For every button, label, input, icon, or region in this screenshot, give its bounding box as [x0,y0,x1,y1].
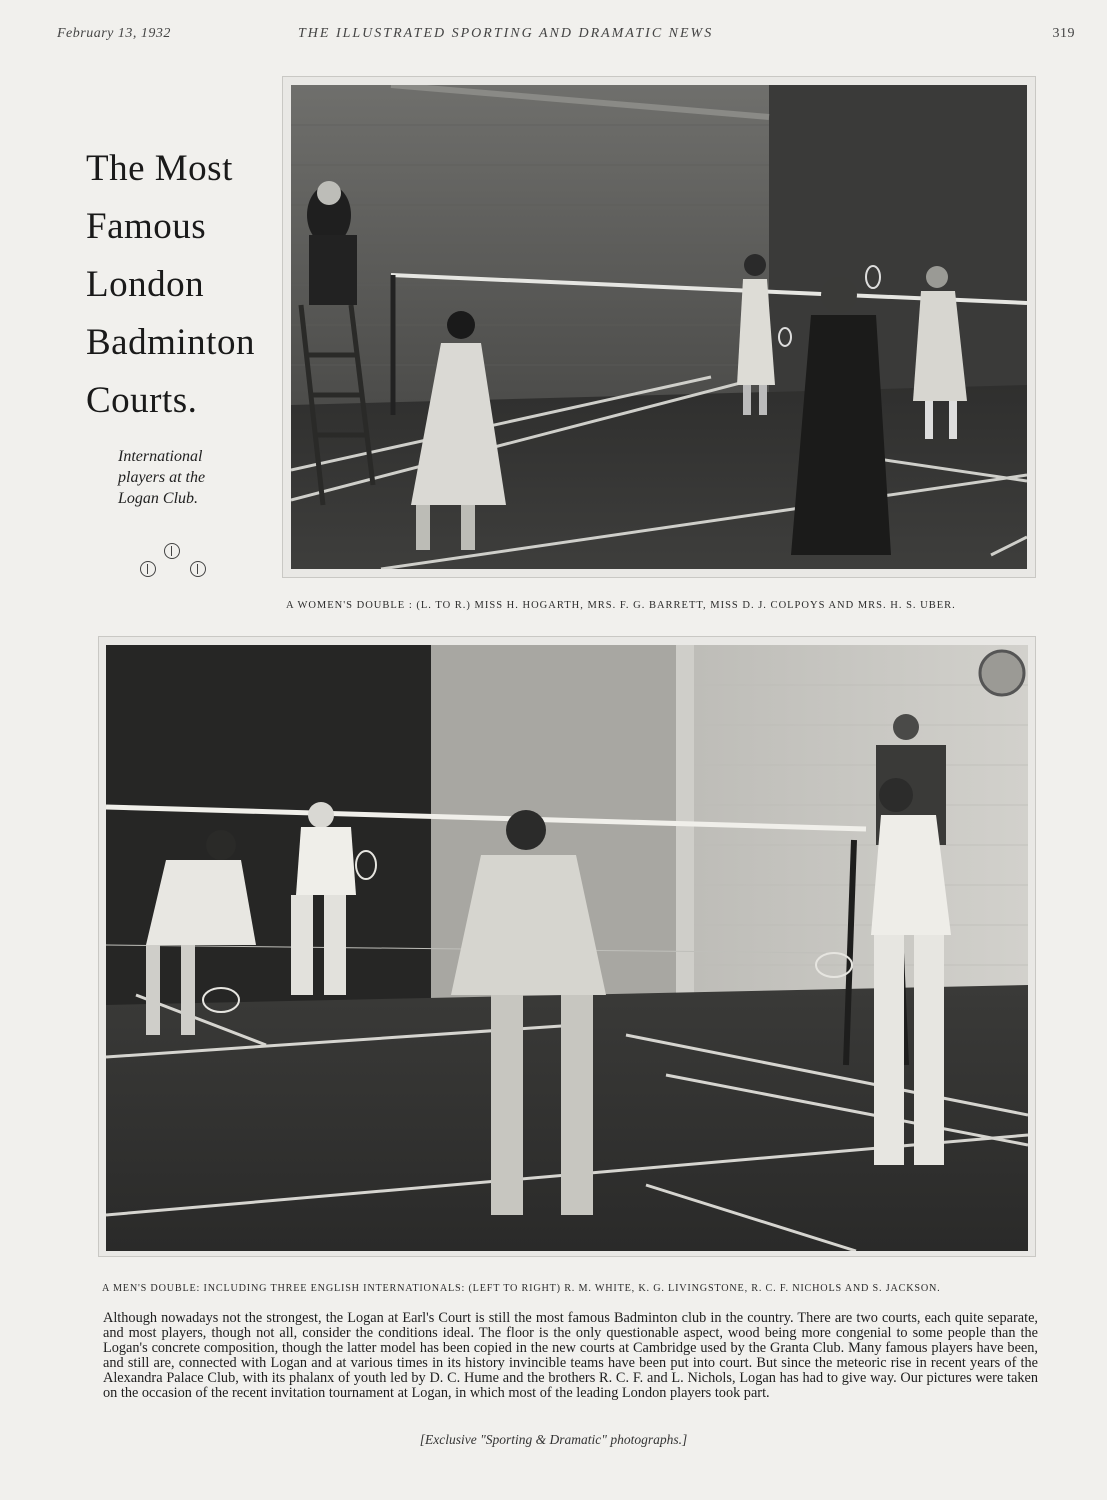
photo-womens-double [291,85,1027,569]
ornament-icon [164,543,180,559]
headline-line-1: The Most [86,148,233,189]
headline-line-5: Courts. [86,380,198,421]
subtitle-line-3: Logan Club. [118,490,199,507]
page-number: 319 [1052,26,1075,41]
photo-frame-womens-double [282,76,1036,578]
headline-line-2: Famous [86,206,207,247]
caption-womens-double: A WOMEN'S DOUBLE : (L. TO R.) MISS H. HOGARTH, MRS. F. G. BARRETT, MISS D. J. COLPOYS AND MRS. H. S. UBER. [286,600,956,611]
publication-title: THE ILLUSTRATED SPORTING AND DRAMATIC NEWS [298,26,714,41]
subtitle-line-2: players at the [118,469,206,486]
article-body: Although nowadays not the strongest, the Logan at Earl's Court is still the most famous Badminton club in the country. There are two courts, each quite separate, and most players, though not all, consider the conditions ideal. The floor is the only questionable aspect, wood being more congenial to some people than the Logan's concrete composition, though the latter model has been copied in the new courts at Cambridge used by the Granta Club. Many famous players have been, and still are, connected with Logan and at various times in its history invincible teams have been put into court. But since the meteoric rise in recent years of the Alexandra Palace Club, with its phalanx of youth led by D. C. Hume and the brothers R. C. F. and L. Nichols, Logan has had to give way. Our pictures were taken on the occasion of the recent invitation tournament at Logan, in which most of the leading London players took part. [103,1310,1038,1402]
photo-frame-mens-double [98,636,1036,1257]
subtitle-line-1: International [118,448,203,465]
ornament-icon [190,561,206,577]
headline-line-4: Badminton [86,322,255,363]
issue-date: February 13, 1932 [57,26,171,41]
caption-mens-double: A MEN'S DOUBLE: INCLUDING THREE ENGLISH INTERNATIONALS: (LEFT TO RIGHT) R. M. WHITE, K. G. LIVINGSTONE, R. C. F. NICHOLS AND S. JACKSON. [102,1283,941,1294]
photo-mens-double [106,645,1028,1251]
photo-credit: [Exclusive "Sporting & Dramatic" photographs.] [419,1432,688,1447]
ornament-icon [140,561,156,577]
headline-line-3: London [86,264,205,305]
